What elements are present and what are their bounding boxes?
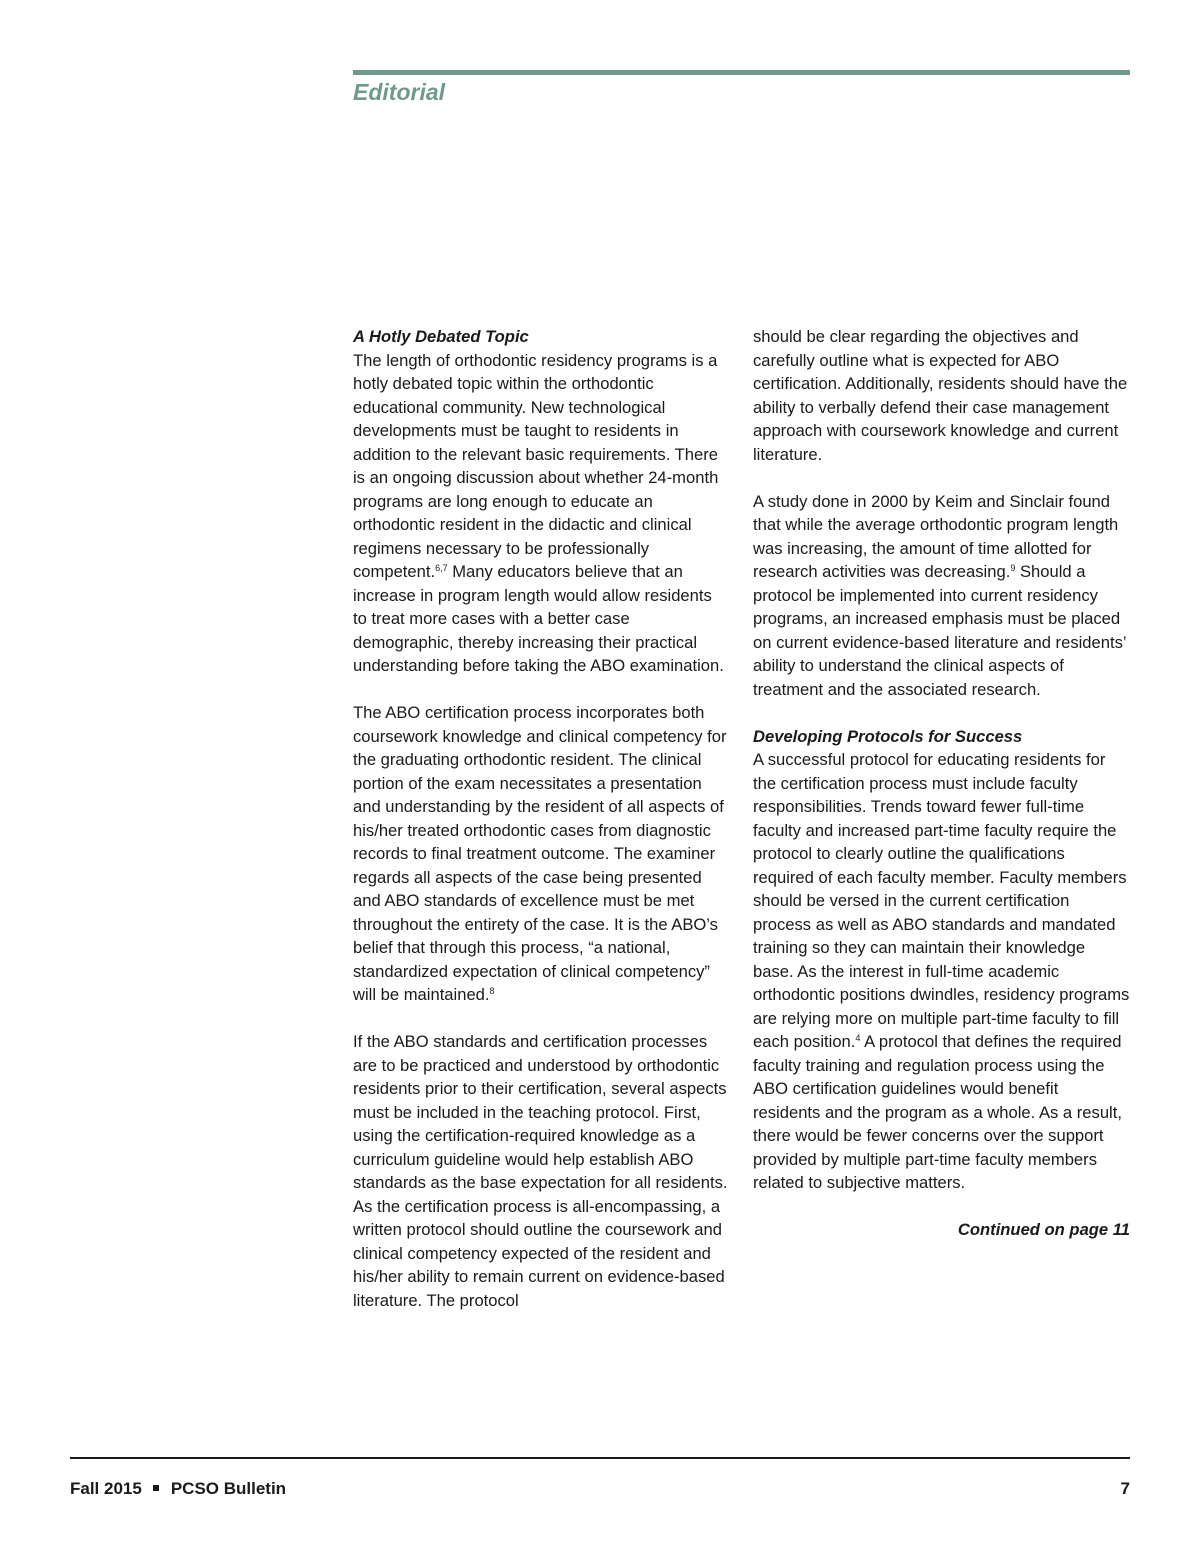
citation-ref: 6,7 xyxy=(435,563,448,573)
footer-issue xyxy=(70,1479,286,1499)
paragraph: should be clear regarding the objectives and carefully outline what is expected for ABO certification. Additionally, residents should have the ability to verbally defend their case management approach with coursework knowledge and current literature. xyxy=(753,327,1128,464)
section-heading: A Hotly Debated Topic xyxy=(353,327,529,346)
paragraph: If the ABO standards and certification processes are to be practiced and understood by orthodontic residents prior to their certification, several aspects must be included in the teaching protocol. First, using the certification-required knowledge as a curriculum guideline would help establish ABO standards as the base expectation for all residents. As the certification process is all-encompassing, a written protocol should outline the coursework and clinical competency expected of the resident and his/her ability to remain current on evidence-based literature. The protocol xyxy=(353,1032,728,1310)
paragraph xyxy=(753,490,1130,702)
citation-ref: 4 xyxy=(855,1033,861,1043)
paragraph-text: A protocol that defines the required faculty training and regulation process using the ABO certification guidelines would benefit residents and the program as a whole. As a result, there would be fewer concerns over the support provided by multiple part-time faculty members related to subjective matters. xyxy=(753,1032,1122,1192)
paragraph-text: A study done in 2000 by Keim and Sinclair found that while the average orthodontic program length was increasing, the amount of time allotted for research activities was decreasing. xyxy=(753,491,1119,581)
publication-name: PCSO Bulletin xyxy=(170,1479,287,1498)
paragraph-text: Many educators believe that an increase in program length would allow residents to treat more cases with a better case demographic, thereby increasing their practical understanding before taking the ABO examination. xyxy=(353,562,724,675)
footer-rule xyxy=(70,1457,1130,1459)
paragraph-text: Should a protocol be implemented into current residency programs, an increased emphasis must be placed on current evidence-based literature and residents’ ability to understand the clinical aspects of treatment and the associated research. xyxy=(753,562,1126,699)
section-label: Editorial xyxy=(353,79,446,105)
paragraph-text: The ABO certification process incorporates both coursework knowledge and clinical competency for the graduating orthodontic resident. The clinical portion of the exam necessitates a presentation and understanding by the resident of all aspects of his/her treated orthodontic cases from diagnostic records to final treatment outcome. The examiner regards all aspects of the case being presented and ABO standards of excellence must be met throughout the entirety of the case. It is the ABO’s belief that through this process, “a national, standardized expectation of clinical competency” will be maintained. xyxy=(353,703,727,1004)
issue-date: Fall 2015 xyxy=(70,1479,142,1498)
citation-ref: 9 xyxy=(1010,563,1016,573)
paragraph xyxy=(353,701,730,1007)
paragraph xyxy=(353,349,730,678)
citation-ref: 8 xyxy=(489,986,495,996)
section-heading: Developing Protocols for Success xyxy=(753,726,1023,746)
square-bullet-icon xyxy=(153,1485,159,1491)
continued-notice: Continued on page 11 xyxy=(957,1220,1130,1239)
paragraph-text: The length of orthodontic residency programs is a hotly debated topic within the orthodontic educational community. New technological developments must be taught to residents in addition to the relevant basic requirements. There is an ongoing discussion about whether 24-month programs are long enough to educate an orthodontic resident in the didactic and clinical regimens necessary to be professionally competent. xyxy=(353,350,719,581)
page-number: 7 xyxy=(1120,1479,1130,1498)
header-rule xyxy=(353,70,1130,75)
article-right-column xyxy=(753,325,1130,1242)
article-left-column xyxy=(353,325,730,1336)
paragraph xyxy=(753,748,1130,1195)
paragraph-text: A successful protocol for educating residents for the certification process must include faculty responsibilities. Trends toward fewer full-time faculty and increased part-time faculty require the protocol to clearly outline the qualifications required of each faculty member. Faculty members should be versed in the current certification process as well as ABO standards and mandated training so they can maintain their knowledge base. As the interest in full-time academic orthodontic positions dwindles, residency programs are relying more on multiple part-time faculty to fill each position. xyxy=(753,750,1130,1051)
